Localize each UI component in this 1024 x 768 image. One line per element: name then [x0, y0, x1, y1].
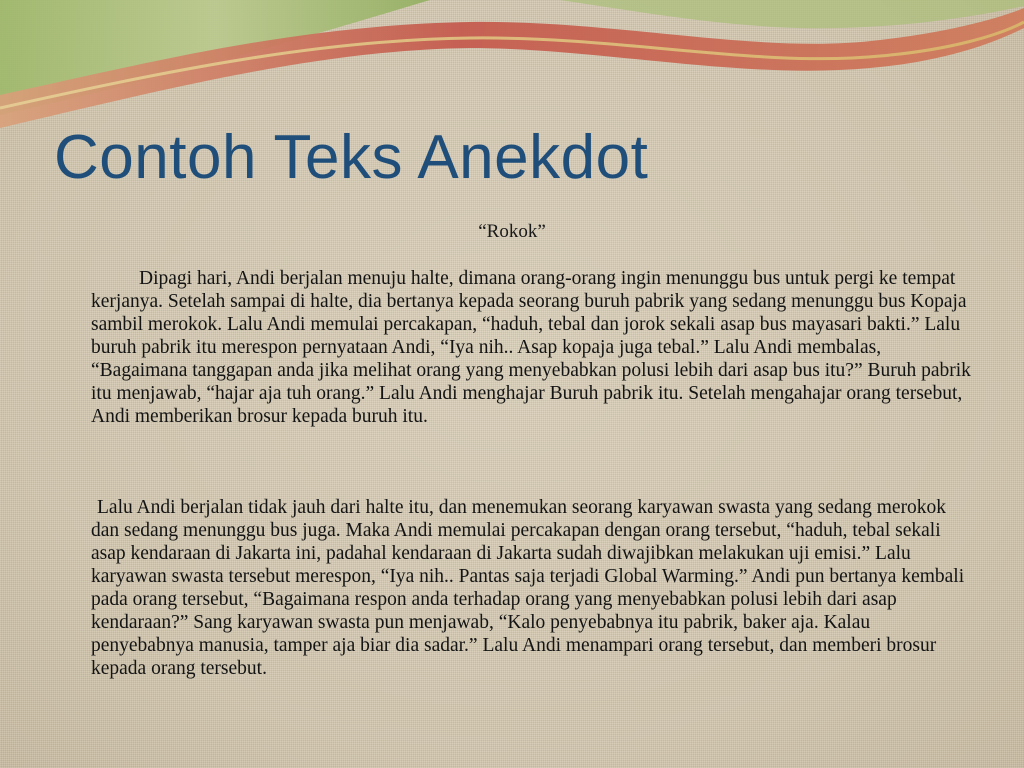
- story-title: “Rokok”: [478, 221, 546, 242]
- decorative-ribbon: [0, 0, 1024, 130]
- slide-title: Contoh Teks Anekdot: [54, 123, 649, 192]
- story-paragraph-1: Dipagi hari, Andi berjalan menuju halte, dimana orang-orang ingin menunggu bus untuk pergi ke tempat kerjanya. Setelah sampai di halte, dia bertanya kepada seorang buruh pabrik yang sedang menunggu bus Kopaja sambil merokok. Lalu Andi memulai percakapan, “haduh, tebal dan jorok sekali asap bus mayasari bakti.” Lalu buruh pabrik itu merespon pernyataan Andi, “Iya nih.. Asap kopaja juga tebal.” Lalu Andi membalas, “Bagaimana tanggapan anda jika melihat orang yang menyebabkan polusi lebih dari asap bus itu?” Buruh pabrik itu menjawab, “hajar aja tuh orang.” Lalu Andi menghajar Buruh pabrik itu. Setelah mengahajar orang tersebut, Andi memberikan brosur kepada buruh itu.: [91, 268, 971, 427]
- story-paragraph-2: Lalu Andi berjalan tidak jauh dari halte itu, dan menemukan seorang karyawan swasta yang sedang merokok dan sedang menunggu bus juga. Maka Andi memulai percakapan dengan orang tersebut, “haduh, tebal sekali asap kendaraan di Jakarta ini, padahal kendaraan di Jakarta sudah diwajibkan melakukan uji emisi.” Lalu karyawan swasta tersebut merespon, “Iya nih.. Pantas saja terjadi Global Warming.” Andi pun bertanya kembali pada orang tersebut, “Bagaimana respon anda terhadap orang yang menyebabkan polusi lebih dari asap kendaraan?” Sang karyawan swasta pun menjawab, “Kalo penyebabnya itu pabrik, baker aja. Kalau penyebabnya manusia, tamper aja biar dia sadar.” Lalu Andi menampari orang tersebut, dan memberi brosur kepada orang tersebut.: [91, 497, 965, 679]
